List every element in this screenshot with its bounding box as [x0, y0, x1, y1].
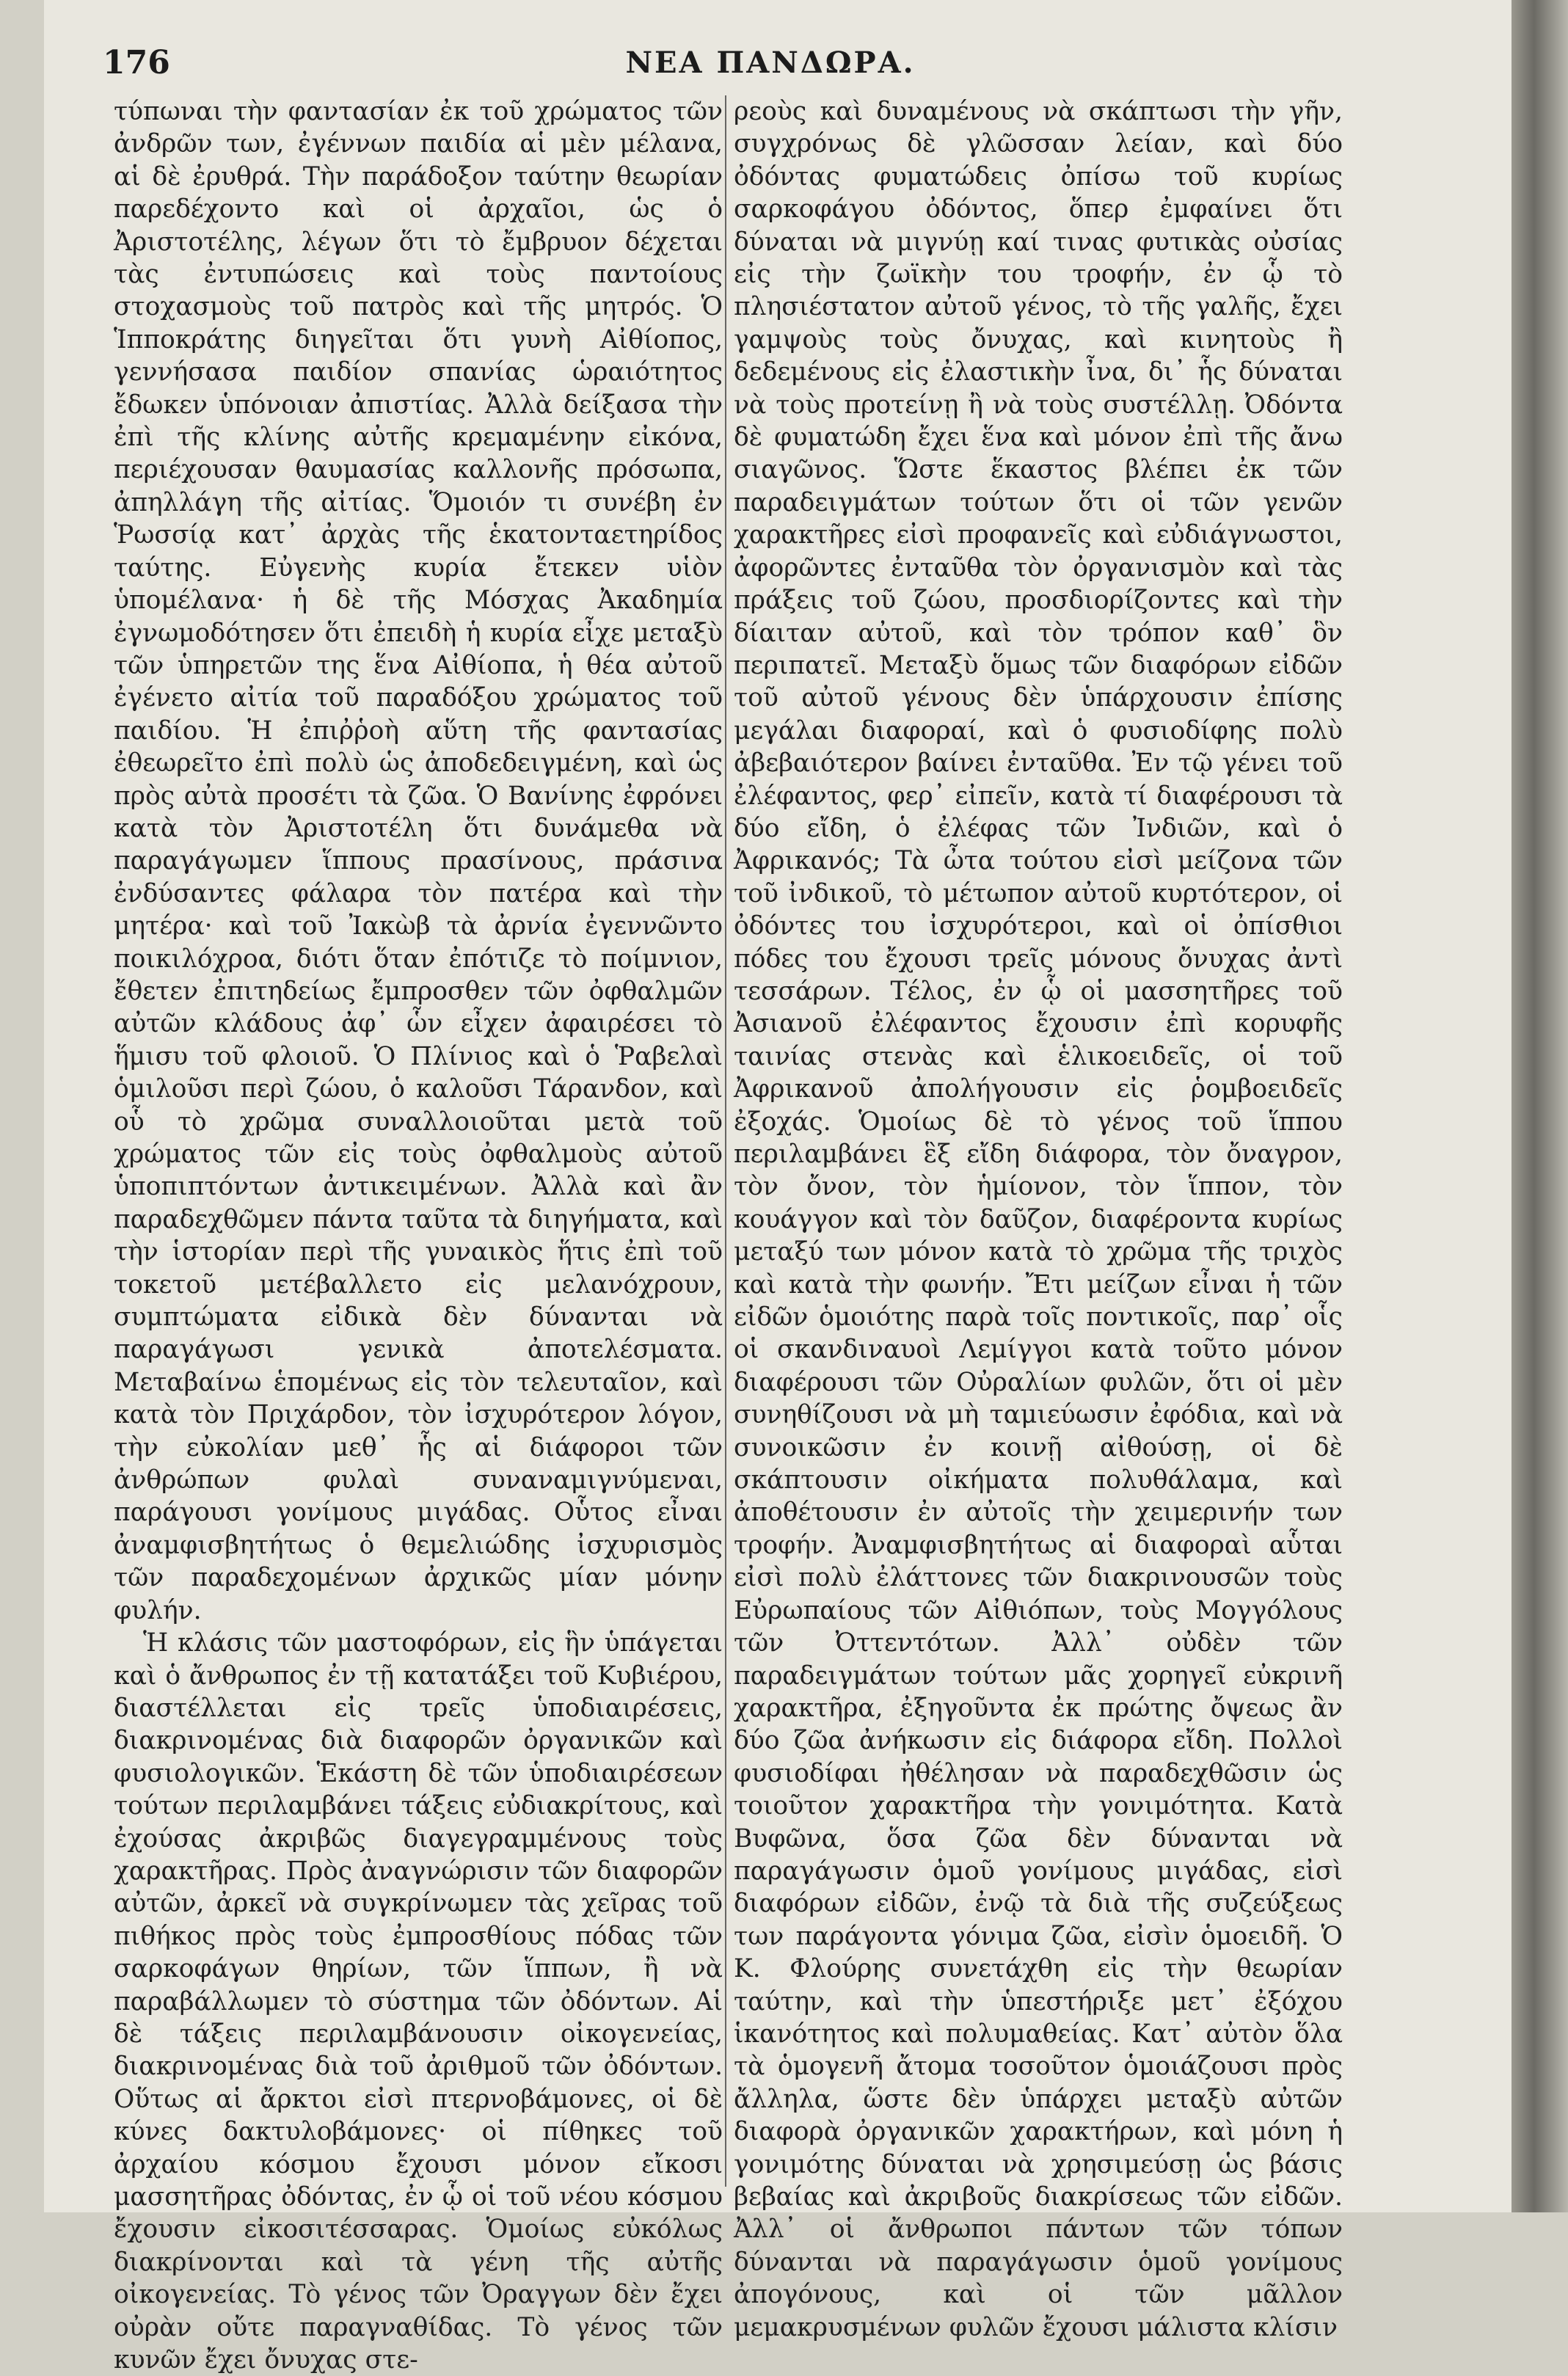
book-spine-shadow — [1512, 0, 1568, 2212]
right-column — [734, 95, 1343, 2344]
left-column-paragraph-1: τύπωναι τὴν φαντασίαν ἐκ τοῦ χρώματος τῶν ἀνδρῶν των, ἐγέννων παιδία αἱ μὲν μέλανα, αἱ δὲ ἐρυθρά. Τὴν παράδοξον ταύτην θεωρίαν παρεδέχοντο καὶ οἱ ἀρχαῖοι, ὡς ὁ Ἀριστοτέλης, λέγων ὅτι τὸ ἔμβρυον δέχεται τὰς ἐντυπώσεις καὶ τοὺς παντοίους στοχασμοὺς τοῦ πατρὸς καὶ τῆς μητρός. Ὁ Ἱπποκράτης διηγεῖται ὅτι γυνὴ Αἰθίοπος, γεννήσασα παιδίον σπανίας ὡραιότητος ἔδωκεν ὑπόνοιαν ἀπιστίας. Ἀλλὰ δείξασα τὴν ἐπὶ τῆς κλίνης αὐτῆς κρεμαμένην εἰκόνα, περιέχουσαν θαυμασίας καλλονῆς πρόσωπα, ἀπηλλάγη τῆς αἰτίας. Ὅμοιόν τι συνέβη ἐν Ῥωσσίᾳ κατ᾽ ἀρχὰς τῆς ἑκατονταετηρίδος ταύτης. Εὐγενὴς κυρία ἔτεκεν υἱὸν ὑπομέλανα· ἡ δὲ τῆς Μόσχας Ἀκαδημία ἐγνωμοδότησεν ὅτι ἐπειδὴ ἡ κυρία εἶχε μεταξὺ τῶν ὑπηρετῶν της ἕνα Αἰθίοπα, ἡ θέα αὐτοῦ ἐγένετο αἰτία τοῦ παραδόξου χρώματος τοῦ παιδίου. Ἡ ἐπιῤῥοὴ αὕτη τῆς φαντασίας ἐθεωρεῖτο ἐπὶ πολὺ ὡς ἀποδεδειγμένη, καὶ ὡς πρὸς αὐτὰ προσέτι τὰ ζῶα. Ὁ Βανίνης ἐφρόνει κατὰ τὸν Ἀριστοτέλη ὅτι δυνάμεθα νὰ παραγάγωμεν ἵππους πρασίνους, πράσινα ἐνδύσαντες φάλαρα τὸν πατέρα καὶ τὴν μητέρα· καὶ τοῦ Ἰακὼβ τὰ ἀρνία ἐγεννῶντο ποικιλόχροα, διότι ὅταν ἐπότιζε τὸ ποίμνιον, ἔθετεν ἐπιτηδείως ἔμπροσθεν τῶν ὀφθαλμῶν αὐτῶν κλάδους ἀφ᾽ ὧν εἶχεν ἀφαιρέσει τὸ ἥμισυ τοῦ φλοιοῦ. Ὁ Πλίνιος καὶ ὁ Ῥαβελαὶ ὁμιλοῦσι περὶ ζώου, ὁ καλοῦσι Τάρανδον, καὶ οὗ τὸ χρῶμα συναλλοιοῦται μετὰ τοῦ χρώματος τῶν εἰς τοὺς ὀφθαλμοὺς αὐτοῦ ὑποπιπτόντων ἀντικειμένων. Ἀλλὰ καὶ ἂν παραδεχθῶμεν πάντα ταῦτα τὰ διηγήματα, καὶ τὴν ἱστορίαν περὶ τῆς γυναικὸς ἥτις ἐπὶ τοῦ τοκετοῦ μετέβαλλετο εἰς μελανόχρουν, συμπτώματα εἰδικὰ δὲν δύνανται νὰ παραγάγωσι γενικὰ ἀποτελέσματα. Μεταβαίνω ἑπομένως εἰς τὸν τελευταῖον, καὶ κατὰ τὸν Πριχάρδον, τὸν ἰσχυρότερον λόγον, τὴν εὐκολίαν μεθ᾽ ἧς αἱ διάφοροι τῶν ἀνθρώπων φυλαὶ συναναμιγνύμεναι, παράγουσι γονίμους μιγάδας. Οὗτος εἶναι ἀναμφισβητήτως ὁ θεμελιώδης ἰσχυρισμὸς τῶν παραδεχομένων ἀρχικῶς μίαν μόνην φυλήν. — [114, 97, 723, 1625]
left-column — [114, 95, 723, 2376]
right-column-paragraph-1: ρεοὺς καὶ δυναμένους νὰ σκάπτωσι τὴν γῆν, συγχρόνως δὲ γλῶσσαν λείαν, καὶ δύο ὀδόντας φυματώδεις ὀπίσω τοῦ κυρίως σαρκοφάγου ὀδόντος, ὅπερ ἐμφαίνει ὅτι δύναται νὰ μιγνύῃ καί τινας φυτικὰς οὐσίας εἰς τὴν ζωϊκὴν του τροφήν, ἐν ᾧ τὸ πλησιέστατον αὐτοῦ γένος, τὸ τῆς γαλῆς, ἔχει γαμψοὺς τοὺς ὄνυχας, καὶ κινητοὺς ἢ δεδεμένους εἰς ἐλαστικὴν ἶνα, δι᾽ ἧς δύναται νὰ τοὺς προτείνῃ ἢ νὰ τοὺς συστέλλῃ. Ὀδόντα δὲ φυματώδη ἔχει ἕνα καὶ μόνον ἐπὶ τῆς ἄνω σιαγῶνος. Ὥστε ἕκαστος βλέπει ἐκ τῶν παραδειγμάτων τούτων ὅτι οἱ τῶν γενῶν χαρακτῆρες εἰσὶ προφανεῖς καὶ εὐδιάγνωστοι, ἀφορῶντες ἐνταῦθα τὸν ὀργανισμὸν καὶ τὰς πράξεις τοῦ ζώου, προσδιορίζοντες καὶ τὴν δίαιταν αὐτοῦ, καὶ τὸν τρόπον καθ᾽ ὃν περιπατεῖ. Μεταξὺ ὅμως τῶν διαφόρων εἰδῶν τοῦ αὐτοῦ γένους δὲν ὑπάρχουσιν ἐπίσης μεγάλαι διαφοραί, καὶ ὁ φυσιοδίφης πολὺ ἀβεβαιότερον βαίνει ἐνταῦθα. Ἐν τῷ γένει τοῦ ἐλέφαντος, φερ᾽ εἰπεῖν, κατὰ τί διαφέρουσι τὰ δύο εἴδη, ὁ ἐλέφας τῶν Ἰνδιῶν, καὶ ὁ Ἀφρικανός; Τὰ ὦτα τούτου εἰσὶ μείζονα τῶν τοῦ ἰνδικοῦ, τὸ μέτωπον αὐτοῦ κυρτότερον, οἱ ὀδόντες του ἰσχυρότεροι, καὶ οἱ ὀπίσθιοι πόδες του ἔχουσι τρεῖς μόνους ὄνυχας ἀντὶ τεσσάρων. Τέλος, ἐν ᾧ οἱ μασσητῆρες τοῦ Ἀσιανοῦ ἐλέφαντος ἔχουσιν ἐπὶ κορυφῆς ταινίας στενὰς καὶ ἑλικοειδεῖς, οἱ τοῦ Ἀφρικανοῦ ἀπολήγουσιν εἰς ῥομβοειδεῖς ἐξοχάς. Ὁμοίως δὲ τὸ γένος τοῦ ἵππου περιλαμβάνει ἓξ εἴδη διάφορα, τὸν ὄναγρον, τὸν ὄνον, τὸν ἡμίονον, τὸν ἵππον, τὸν κουάγγον καὶ τὸν δαῦζον, διαφέροντα κυρίως μεταξύ των μόνον κατὰ τὸ χρῶμα τῆς τριχὸς καὶ κατὰ τὴν φωνήν. Ἔτι μείζων εἶναι ἡ τῶν εἰδῶν ὁμοιότης παρὰ τοῖς ποντικοῖς, παρ᾽ οἷς οἱ σκανδιναυοὶ Λεμίγγοι κατὰ τοῦτο μόνον διαφέρουσι τῶν Οὐραλίων φυλῶν, ὅτι οἱ μὲν συνηθίζουσι νὰ μὴ ταμιεύωσιν ἐφόδια, καὶ νὰ συνοικῶσιν ἐν κοινῇ αἰθούσῃ, οἱ δὲ σκάπτουσιν οἰκήματα πολυθάλαμα, καὶ ἀποθέτουσιν ἐν αὐτοῖς τὴν χειμερινήν των τροφήν. Ἀναμφισβητήτως αἱ διαφοραὶ αὗται εἰσὶ πολὺ ἐλάττονες τῶν διακρινουσῶν τοὺς Εὐρωπαίους τῶν Αἰθιόπων, τοὺς Μογγόλους τῶν Ὀττεντότων. Ἀλλ᾽ οὐδὲν τῶν παραδειγμάτων τούτων μᾶς χορηγεῖ εὐκρινῆ χαρακτῆρα, ἐξηγοῦντα ἐκ πρώτης ὄψεως ἂν δύο ζῶα ἀνήκωσιν εἰς διάφορα εἴδη. Πολλοὶ φυσιοδίφαι ἠθέλησαν νὰ παραδεχθῶσιν ὡς τοιοῦτον χαρακτῆρα τὴν γονιμότητα. Κατὰ Βυφῶνα, ὅσα ζῶα δὲν δύνανται νὰ παραγάγωσιν ὁμοῦ γονίμους μιγάδας, εἰσὶ διαφόρων εἰδῶν, ἐνῷ τὰ διὰ τῆς συζεύξεως των παράγοντα γόνιμα ζῶα, εἰσὶν ὁμοειδῆ. Ὁ Κ. Φλούρης συνετάχθη εἰς τὴν θεωρίαν ταύτην, καὶ τὴν ὑπεστήριξε μετ᾽ ἐξόχου ἱκανότητος καὶ πολυμαθείας. Κατ᾽ αὐτὸν ὅλα τὰ ὁμογενῆ ἄτομα τοσοῦτον ὁμοιάζουσι πρὸς ἄλληλα, ὥστε δὲν ὑπάρχει μεταξὺ αὐτῶν διαφορὰ ὀργανικῶν χαρακτήρων, καὶ μόνη ἡ γονιμότης δύναται νὰ χρησιμεύσῃ ὡς βάσις βεβαίας καὶ ἀκριβοῦς διακρίσεως τῶν εἰδῶν. Ἀλλ᾽ οἱ ἄνθρωποι πάντων τῶν τόπων δύνανται νὰ παραγάγωσιν ὁμοῦ γονίμους ἀπογόνους, καὶ οἱ τῶν μᾶλλον μεμακρυσμένων φυλῶν ἔχουσι μάλιστα κλίσιν — [734, 97, 1343, 2342]
left-column-paragraph-2: Ἡ κλάσις τῶν μαστοφόρων, εἰς ἣν ὑπάγεται καὶ ὁ ἄνθρωπος ἐν τῇ κατατάξει τοῦ Κυβιέρου, διαστέλλεται εἰς τρεῖς ὑποδιαιρέσεις, διακρινομένας διὰ διαφορῶν ὀργανικῶν καὶ φυσιολογικῶν. Ἑκάστη δὲ τῶν ὑποδιαιρέσεων τούτων περιλαμβάνει τάξεις εὐδιακρίτους, καὶ ἐχούσας ἀκριβῶς διαγεγραμμένους τοὺς χαρακτῆρας. Πρὸς ἀναγνώρισιν τῶν διαφορῶν αὐτῶν, ἀρκεῖ νὰ συγκρίνωμεν τὰς χεῖρας τοῦ πιθήκος πρὸς τοὺς ἐμπροσθίους πόδας τῶν σαρκοφάγων θηρίων, τῶν ἵππων, ἢ νὰ παραβάλλωμεν τὸ σύστημα τῶν ὀδόντων. Αἱ δὲ τάξεις περιλαμβάνουσιν οἰκογενείας, διακρινομένας διὰ τοῦ ἀριθμοῦ τῶν ὀδόντων. Οὕτως αἱ ἄρκτοι εἰσὶ πτερνοβάμονες, οἱ δὲ κύνες δακτυλοβάμονες· οἱ πίθηκες τοῦ ἀρχαίου κόσμου ἔχουσι μόνον εἴκοσι μασσητῆρας ὀδόντας, ἐν ᾧ οἱ τοῦ νέου κόσμου ἔχουσιν εἰκοσιτέσσαρας. Ὁμοίως εὐκόλως διακρίνονται καὶ τὰ γένη τῆς αὐτῆς οἰκογενείας. Τὸ γένος τῶν Ὀραγγων δὲν ἔχει οὐρὰν οὔτε παραγναθίδας. Τὸ γένος τῶν κυνῶν ἔχει ὄνυχας στε- — [114, 1628, 723, 2375]
column-divider-rule — [725, 95, 726, 2187]
page-number: 176 — [103, 44, 170, 81]
page-header — [103, 44, 1438, 85]
journal-title: ΝΕΑ ΠΑΝΔΩΡΑ. — [625, 45, 916, 80]
